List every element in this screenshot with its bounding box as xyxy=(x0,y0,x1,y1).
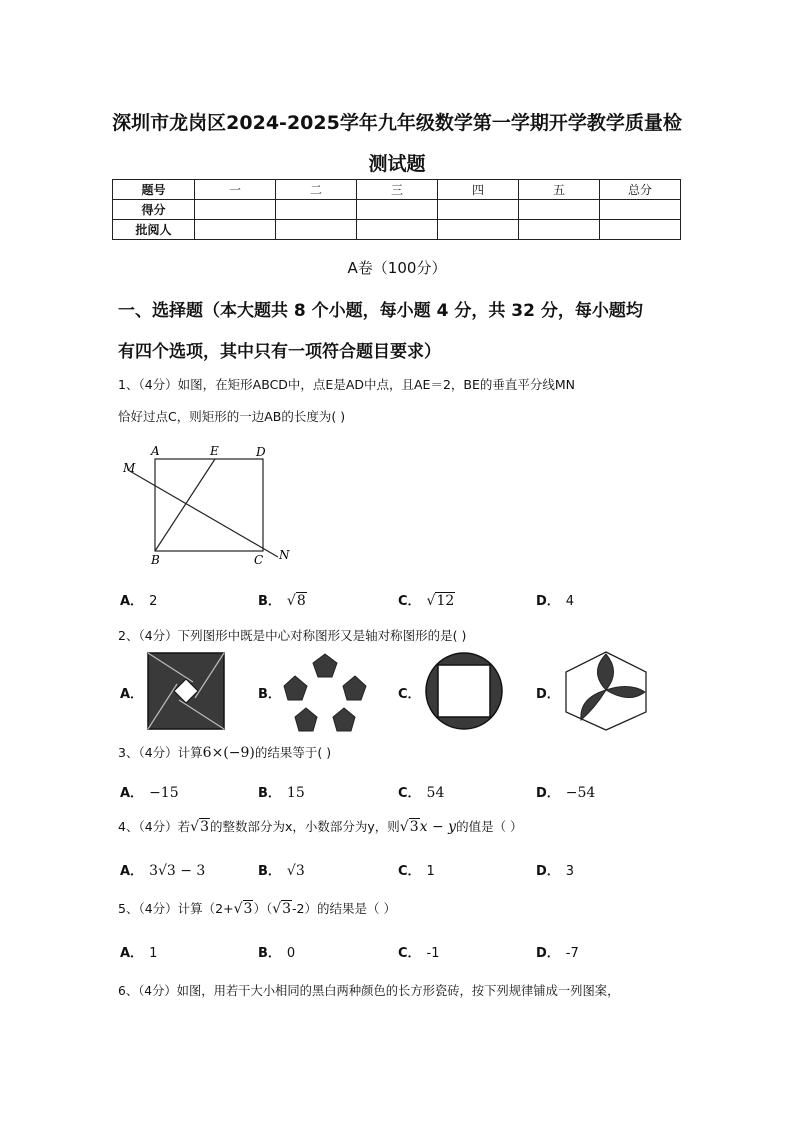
option-key: B． xyxy=(258,687,281,702)
q2-figure-b-pentagons[interactable] xyxy=(282,652,368,732)
option-text: 2 xyxy=(149,594,158,609)
option-text: 1 xyxy=(149,946,158,961)
table-cell xyxy=(600,200,681,220)
segment-be xyxy=(155,459,215,551)
table-cell: 批阅人 xyxy=(113,220,195,240)
label-a: A xyxy=(151,444,160,458)
radicand: 3 xyxy=(282,901,292,917)
q2-option-c-key[interactable] xyxy=(398,683,427,702)
option-key: D． xyxy=(536,864,560,879)
q4-option-b[interactable] xyxy=(258,860,305,879)
table-cell xyxy=(357,220,438,240)
table-cell xyxy=(276,200,357,220)
question-2-stem: 2、（4分）下列图形中既是中心对称图形又是轴对称图形的是( ) xyxy=(118,628,467,643)
radicand: 3 xyxy=(409,819,419,835)
pentagon xyxy=(295,708,317,731)
option-key: C． xyxy=(398,946,421,961)
q2-option-d-key[interactable] xyxy=(536,683,566,702)
option-key: C． xyxy=(398,864,421,879)
option-key: B． xyxy=(258,594,281,609)
option-text: -7 xyxy=(565,946,579,961)
option-key: D． xyxy=(536,946,560,961)
option-key: A． xyxy=(120,594,144,609)
q3-option-c[interactable] xyxy=(398,782,444,801)
q2-figure-a-square-pinwheel[interactable] xyxy=(147,652,225,730)
q2-figure-c-circle-square[interactable] xyxy=(424,651,504,731)
table-cell xyxy=(438,220,519,240)
table-cell: 一 xyxy=(195,180,276,200)
q2-option-a-key[interactable] xyxy=(120,683,149,702)
table-cell: 四 xyxy=(438,180,519,200)
label-m: M xyxy=(123,461,136,475)
table-cell xyxy=(600,220,681,240)
q1-option-b[interactable]: B． √8 xyxy=(258,593,306,609)
option-text: 15 xyxy=(286,785,305,801)
table-row xyxy=(113,200,681,220)
table-cell xyxy=(438,200,519,220)
option-key: C． xyxy=(398,786,421,801)
label-c: C xyxy=(254,553,264,567)
pentagon xyxy=(343,676,366,700)
q5-option-c[interactable] xyxy=(398,942,440,961)
option-key: C． xyxy=(398,687,421,702)
option-key: C． xyxy=(398,594,421,609)
option-key: B． xyxy=(258,864,281,879)
expression-tail: x − y xyxy=(419,819,457,835)
stem-part: -2）的结果是（ ） xyxy=(292,901,396,916)
question-6-stem: 6、（4分）如图，用若干大小相同的黑白两种颜色的长方形瓷砖，按下列规律铺成一列图案， xyxy=(118,984,620,998)
q1-option-d[interactable] xyxy=(536,590,574,609)
section-heading-line2: 有四个选项，其中只有一项符合题目要求） xyxy=(118,342,441,362)
section-heading-line1: 一、选择题（本大题共 8 个小题，每小题 4 分，共 32 分，每小题均 xyxy=(118,301,643,321)
option-text: 3 xyxy=(565,864,575,879)
label-b: B xyxy=(151,553,160,567)
label-e: E xyxy=(210,444,219,458)
option-text: -1 xyxy=(426,946,440,961)
table-cell xyxy=(195,200,276,220)
table-cell xyxy=(519,220,600,240)
score-table-header-row xyxy=(113,180,681,200)
volume-heading: A卷（100分） xyxy=(347,259,447,277)
score-table xyxy=(112,179,681,240)
q5-option-d[interactable] xyxy=(536,942,579,961)
option-text: 3√3 − 3 xyxy=(149,863,206,879)
rectangle-figure xyxy=(118,440,308,570)
option-key: A． xyxy=(120,946,144,961)
q4-option-a[interactable] xyxy=(120,860,205,879)
stem-part: 4、（4分）若 xyxy=(118,819,191,834)
line-mn xyxy=(128,470,278,557)
page-title-line2: 测试题 xyxy=(368,153,426,175)
option-key: A． xyxy=(120,864,144,879)
option-key: B． xyxy=(258,786,281,801)
question-5-stem: 5、（4分）计算（2+√3）（√3-2）的结果是（ ） xyxy=(118,901,396,917)
option-text: −54 xyxy=(565,785,596,801)
label-n: N xyxy=(279,548,290,562)
option-text: −15 xyxy=(149,785,179,801)
inscribed-square xyxy=(438,665,490,717)
table-cell xyxy=(195,220,276,240)
table-cell xyxy=(276,220,357,240)
stem-part: ）（ xyxy=(253,901,273,916)
table-cell: 五 xyxy=(519,180,600,200)
stem-part: 3、（4分）计算 xyxy=(118,745,203,760)
question-4-stem: 4、（4分）若√3的整数部分为x，小数部分为y，则√3x − y的值是（ ） xyxy=(118,819,523,835)
option-key: D． xyxy=(536,687,560,702)
table-cell: 总分 xyxy=(600,180,681,200)
stem-part: 5、（4分）计算（2+ xyxy=(118,901,234,916)
pentagon xyxy=(313,654,337,677)
option-text: 1 xyxy=(426,864,435,879)
stem-part: 的值是（ ） xyxy=(456,819,523,834)
option-text: 54 xyxy=(426,785,445,801)
label-d: D xyxy=(256,445,266,459)
q1-option-a[interactable] xyxy=(120,590,157,609)
stem-part: 的结果等于( ) xyxy=(254,745,332,760)
pentagon xyxy=(284,676,307,700)
option-text: √3 xyxy=(286,863,305,879)
option-text: 4 xyxy=(565,594,575,609)
table-cell: 得分 xyxy=(113,200,195,220)
option-radicand: 12 xyxy=(436,593,455,609)
option-key: A． xyxy=(120,786,144,801)
table-cell xyxy=(519,200,600,220)
pentagon xyxy=(333,708,355,731)
table-row xyxy=(113,220,681,240)
q5-option-b[interactable] xyxy=(258,942,295,961)
option-key: D． xyxy=(536,786,560,801)
stem-part: 的整数部分为x，小数部分为y，则 xyxy=(210,819,400,834)
q3-option-d[interactable] xyxy=(536,782,595,801)
option-key: A． xyxy=(120,687,144,702)
option-key: B． xyxy=(258,946,281,961)
expression: 6×(−9) xyxy=(202,745,255,761)
table-cell: 二 xyxy=(276,180,357,200)
option-key: D． xyxy=(536,594,560,609)
q5-option-a[interactable] xyxy=(120,942,157,961)
q4-option-c[interactable] xyxy=(398,860,435,879)
option-radicand: 8 xyxy=(296,593,306,609)
q1-option-c[interactable]: C． √12 xyxy=(398,593,455,609)
question-1-line1: 1、（4分）如图，在矩形ABCD中，点E是AD中点，且AE＝2，BE的垂直平分线MN xyxy=(118,377,576,392)
pentagon-group xyxy=(284,654,366,731)
q3-option-a[interactable] xyxy=(120,782,179,801)
q4-option-d[interactable] xyxy=(536,860,574,879)
option-text: 0 xyxy=(286,946,296,961)
question-1-line2: 恰好过点C，则矩形的一边AB的长度为( ) xyxy=(118,409,346,424)
radicand: 3 xyxy=(243,901,253,917)
table-cell: 题号 xyxy=(113,180,195,200)
table-cell: 三 xyxy=(357,180,438,200)
question-3-stem xyxy=(118,744,688,762)
page-title-line1: 深圳市龙岗区2024-2025学年九年级数学第一学期开学教学质量检 xyxy=(112,112,682,134)
q2-figure-d-hexagon-petals[interactable] xyxy=(563,650,649,732)
rectangle-abcd xyxy=(155,459,263,551)
table-cell xyxy=(357,200,438,220)
q3-option-b[interactable] xyxy=(258,782,305,801)
radicand: 3 xyxy=(200,819,209,835)
